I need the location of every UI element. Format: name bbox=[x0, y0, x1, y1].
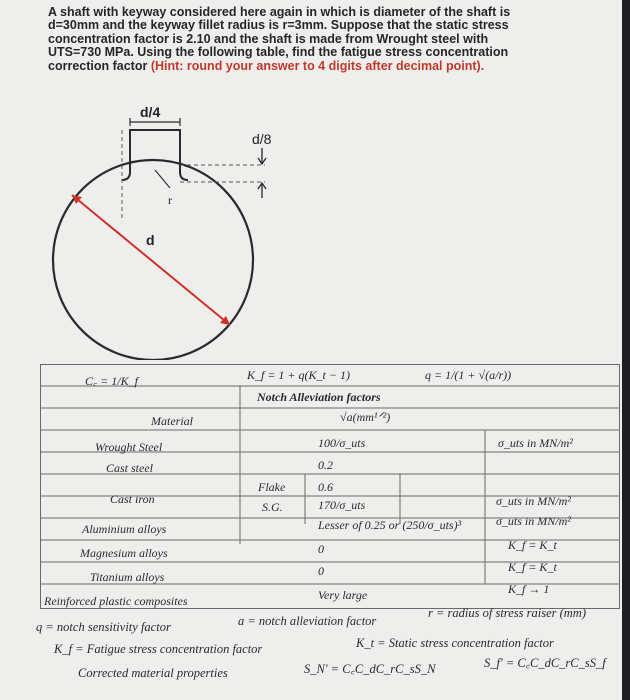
legend-sf-formula: S_f' = C꜀C_dC_rC_sS_f bbox=[484, 656, 606, 670]
value-magnesium: 0 bbox=[318, 542, 324, 556]
cast-iron-flake-label: Flake bbox=[258, 480, 286, 494]
note-wrought-steel: σ_uts in MN/m² bbox=[498, 436, 573, 450]
shaft-keyway-diagram bbox=[30, 100, 320, 360]
note-aluminium: σ_uts in MN/m² bbox=[496, 514, 571, 528]
note-magnesium: K_f = K_t bbox=[508, 538, 557, 552]
sqrt-a-column-header: √a(mm¹ᐟ²) bbox=[340, 410, 391, 424]
material-reinforced-plastic: Reinforced plastic composites bbox=[44, 594, 188, 608]
legend-a: a = notch alleviation factor bbox=[238, 614, 377, 628]
note-cast-iron-sg: σ_uts in MN/m² bbox=[496, 494, 571, 508]
legend-corrected: Corrected material properties bbox=[78, 666, 228, 680]
material-magnesium: Magnesium alloys bbox=[80, 546, 168, 560]
value-cast-iron-flake: 0.6 bbox=[318, 480, 333, 494]
material-cast-steel: Cast steel bbox=[106, 461, 153, 475]
hint-text: (Hint: round your answer to 4 digits after decimal point). bbox=[150, 58, 485, 73]
keyway-width-label: d/4 bbox=[140, 104, 161, 120]
material-cast-iron: Cast iron bbox=[110, 492, 155, 506]
diameter-label: d bbox=[146, 232, 155, 248]
legend-kf: K_f = Fatigue stress concentration factor bbox=[54, 642, 263, 656]
material-aluminium: Aluminium alloys bbox=[82, 522, 167, 536]
value-reinforced-plastic: Very large bbox=[318, 588, 368, 602]
problem-text: A shaft with keyway considered here again in which is diameter of the shaft is d=30mm and the keyway fillet radius is r=3mm. Suppose that the static stress concentration factor is 2.10 and the shaft is made from Wrought steel with UTS=730 MPa. Using the following table, find the fatigue stress concentration correction factor bbox=[48, 5, 511, 73]
material-column-header: Material bbox=[151, 414, 193, 428]
keyway-depth-label: d/8 bbox=[252, 131, 272, 147]
material-titanium: Titanium alloys bbox=[90, 570, 165, 584]
value-titanium: 0 bbox=[318, 564, 324, 578]
screen-edge bbox=[622, 0, 630, 700]
legend-kt: K_t = Static stress concentration factor bbox=[356, 636, 554, 650]
cast-iron-sg-label: S.G. bbox=[262, 500, 283, 514]
value-cast-steel: 0.2 bbox=[318, 458, 333, 472]
note-titanium: K_f = K_t bbox=[508, 560, 557, 574]
legend-q: q = notch sensitivity factor bbox=[36, 620, 171, 634]
table-title: Notch Alleviation factors bbox=[257, 390, 381, 404]
kc-formula: C꜀ = 1/K_f bbox=[85, 374, 138, 388]
value-cast-iron-sg: 170/σ_uts bbox=[318, 498, 366, 512]
fillet-radius-label: r bbox=[168, 193, 172, 207]
value-aluminium: Lesser of 0.25 or (250/σ_uts)³ bbox=[318, 518, 462, 532]
legend-sn-formula: S_N' = C꜀C_dC_rC_sS_N bbox=[304, 662, 436, 676]
material-wrought-steel: Wrought Steel bbox=[95, 440, 163, 454]
kf-formula: K_f = 1 + q(K_t − 1) bbox=[247, 368, 350, 382]
q-formula: q = 1/(1 + √(a/r)) bbox=[425, 368, 512, 382]
legend-r: r = radius of stress raiser (mm) bbox=[428, 606, 586, 620]
value-wrought-steel: 100/σ_uts bbox=[318, 436, 366, 450]
note-reinforced-plastic: K_f → 1 bbox=[508, 582, 550, 596]
problem-statement bbox=[48, 6, 528, 73]
